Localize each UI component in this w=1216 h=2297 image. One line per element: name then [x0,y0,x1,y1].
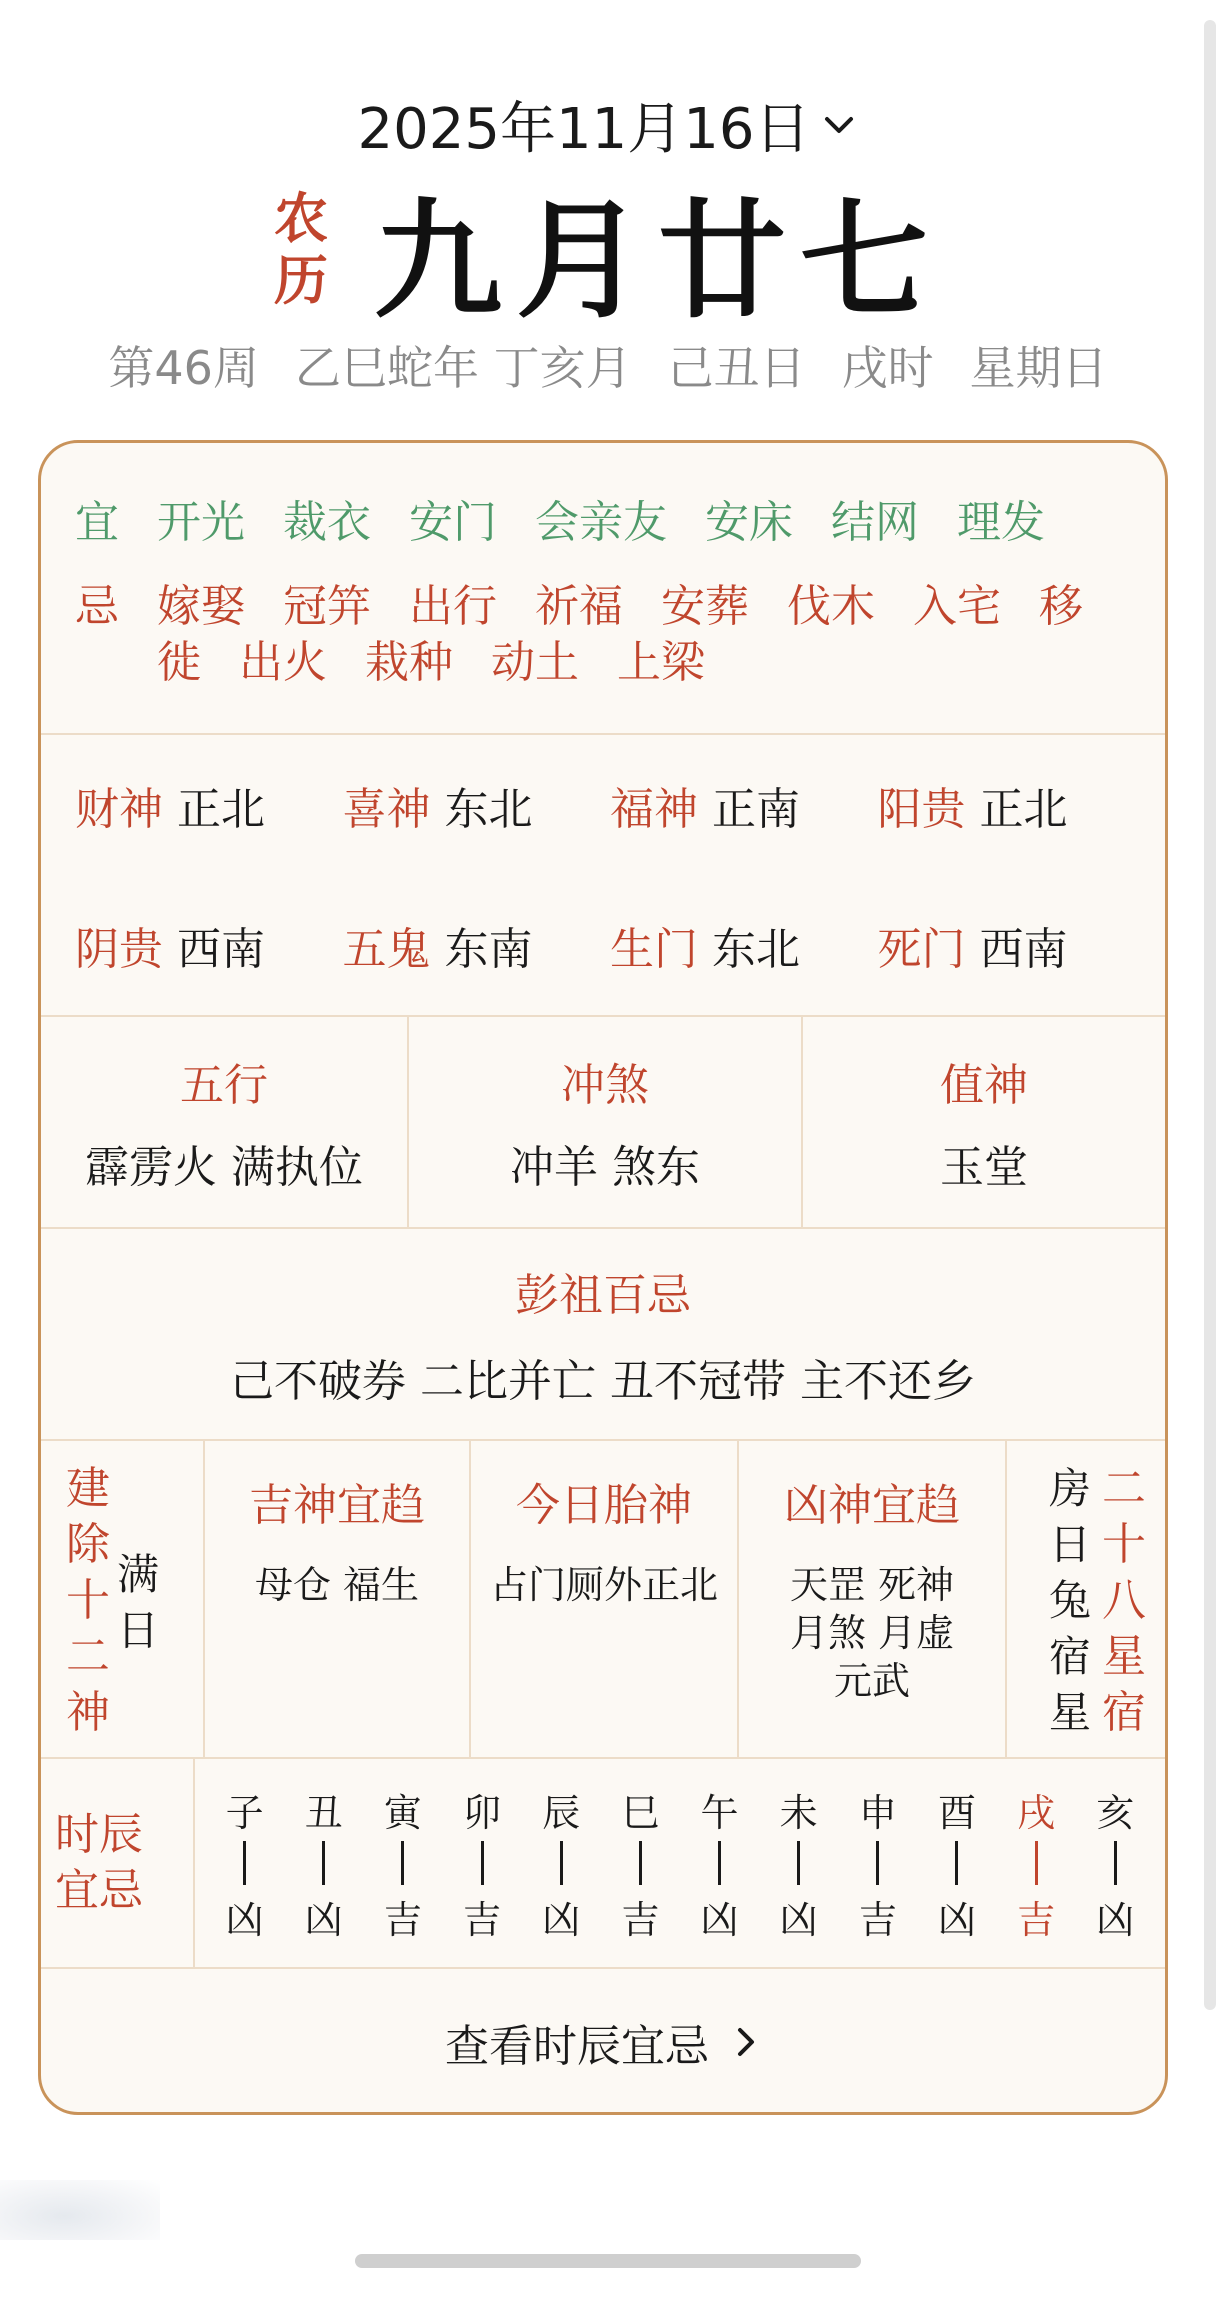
hour-branch: 辰 [542,1791,581,1835]
hour-item [373,1782,433,1944]
hour-luck: 吉 [463,1898,502,1942]
ji-item: 出火 [239,637,327,688]
wuxing-cell [41,1017,409,1227]
hour-branch: 申 [858,1791,897,1835]
xiu-value [1045,1461,1095,1757]
ji-label: 忌 [75,581,119,632]
xiu-value-char: 兔 [1048,1576,1091,1625]
jianchu-title [63,1461,113,1757]
lunar-date: 九月廿七 [373,187,942,336]
xiu-title [1099,1461,1149,1757]
ji-items [157,579,1165,691]
hour-divider [481,1841,484,1885]
ji-item: 栽种 [365,637,453,688]
hour-divider [1114,1841,1117,1885]
jianchu-title-char: 建 [66,1463,110,1514]
hour-divider [322,1841,325,1885]
jianchu-title-char: 二 [66,1631,110,1682]
direction-key: 财神 [75,784,163,835]
direction-item [75,735,343,875]
jianchu-value-char: 日 [116,1606,159,1655]
hour-branch: 丑 [304,1791,343,1835]
jianchu-value [113,1461,163,1757]
yi-item: 安门 [409,497,497,548]
ji-item: 冠笄 [283,581,371,632]
ji-item: 移徙 [157,581,1083,688]
hour-divider [718,1841,721,1885]
hour-branch: 巳 [621,1791,660,1835]
direction-key: 死门 [877,924,966,975]
hour-divider [560,1841,563,1885]
home-indicator[interactable] [355,2254,861,2268]
hour-luck: 凶 [779,1898,818,1942]
hour-divider [243,1841,246,1885]
xiu-value-char: 房 [1048,1464,1091,1513]
ganzhi-hour: 戌时 [841,341,934,395]
direction-key: 福神 [610,784,698,835]
yi-item: 会亲友 [535,497,667,548]
hour-branch: 午 [700,1791,739,1835]
xiu-title-char: 十 [1102,1519,1146,1570]
zhishen-cell [803,1017,1165,1227]
hour-item [452,1782,512,1944]
chongsha-cell [409,1017,803,1227]
ji-item: 祈福 [535,581,623,632]
hour-luck: 吉 [621,1898,660,1942]
direction-key: 五鬼 [342,924,431,975]
hour-luck: 凶 [1096,1898,1135,1942]
hour-item [215,1782,275,1944]
hour-divider [401,1841,404,1885]
week-number: 第46周 [108,341,259,395]
taishen-cell [471,1441,739,1757]
decorative-mist [0,2180,160,2240]
ji-item: 嫁娶 [157,581,245,632]
direction-item [343,735,611,875]
yi-label: 宜 [75,497,119,548]
direction-value: 东北 [712,924,800,975]
pengzu-value: 己不破券 二比并亡 丑不冠带 主不还乡 [230,1356,976,1407]
jishen-cell [205,1441,471,1757]
hour-divider [797,1841,800,1885]
ganzhi-year-month: 乙巳蛇年 丁亥月 [294,341,632,395]
yi-ji-section [41,443,1165,735]
direction-value: 西南 [979,924,1068,975]
ji-item: 安葬 [661,581,749,632]
yi-item: 结网 [831,497,919,548]
hour-item [848,1782,908,1944]
yi-items [157,495,1165,551]
direction-value: 西南 [177,924,265,975]
ganzhi-day: 己丑日 [667,341,806,395]
xiongshen-value: 天罡 死神 [789,1563,955,1607]
xiu-title-char: 八 [1102,1575,1146,1626]
lunar-tag [274,188,328,312]
xiongshen-value: 月煞 月虚 [789,1611,955,1655]
xiu-title-char: 二 [1102,1463,1146,1514]
chongsha-value: 冲羊 煞东 [510,1142,700,1193]
directions-section [41,735,1165,1017]
direction-item [75,875,343,1015]
direction-value: 正北 [177,784,265,835]
zhishen-title: 值神 [940,1060,1028,1111]
hour-branch: 戌 [1017,1791,1056,1835]
wuxing-chongsha-zhishen [41,1017,1165,1229]
direction-item [878,875,1146,1015]
hour-luck: 凶 [937,1898,976,1942]
hour-item [927,1782,987,1944]
jianchu-value-char: 满 [116,1550,159,1599]
yi-item: 裁衣 [283,497,371,548]
direction-item [343,875,611,1015]
direction-key: 喜神 [342,784,431,835]
xiongshen-cell [739,1441,1007,1757]
hour-branch: 寅 [383,1791,422,1835]
hour-item [531,1782,591,1944]
xiu-value-char: 日 [1048,1520,1091,1569]
hour-item [1006,1782,1066,1944]
hour-luck: 吉 [1017,1898,1056,1942]
chevron-down-icon [819,105,859,145]
chongsha-title: 冲煞 [561,1060,649,1111]
direction-value: 东南 [444,924,533,975]
direction-key: 生门 [610,924,698,975]
hour-branch: 酉 [937,1791,976,1835]
hours-label-line: 时辰 [55,1809,143,1860]
ji-item: 上梁 [617,637,705,688]
wuxing-title: 五行 [180,1060,268,1111]
ji-item: 入宅 [913,581,1001,632]
hour-divider [955,1841,958,1885]
hour-divider [876,1841,879,1885]
zhishen-value: 玉堂 [940,1142,1028,1193]
xiu-title-char: 宿 [1102,1687,1146,1738]
jianchu-title-char: 十 [66,1575,110,1626]
jianchu-cell [41,1441,205,1757]
yi-item: 安床 [705,497,793,548]
direction-key: 阴贵 [75,924,163,975]
view-hours-button[interactable] [41,1969,1165,2115]
pengzu-title: 彭祖百忌 [515,1270,691,1321]
hours-label-line: 宜忌 [55,1865,143,1916]
hour-luck: 吉 [858,1898,897,1942]
direction-value: 正南 [712,784,800,835]
hour-branch: 未 [779,1791,818,1835]
gods-section [41,1441,1165,1759]
hour-branch: 卯 [463,1791,502,1835]
hour-item [610,1782,670,1944]
xiu-cell [1007,1441,1165,1757]
hour-item [690,1782,750,1944]
jianchu-title-char: 神 [66,1687,110,1738]
lunar-tag-char: 农 [273,187,328,250]
yi-item: 开光 [157,497,245,548]
hours-section [41,1759,1165,1969]
direction-item [878,735,1146,875]
wuxing-value: 霹雳火 满执位 [85,1142,363,1193]
hour-divider [639,1841,642,1885]
view-hours-label: 查看时辰宜忌 [445,2021,709,2072]
weekday: 星期日 [969,341,1108,395]
hour-luck: 凶 [304,1898,343,1942]
jianchu-title-char: 除 [66,1519,110,1570]
hour-item [769,1782,829,1944]
direction-item [610,735,878,875]
hour-item [1085,1782,1145,1944]
xiongshen-title: 凶神宜趋 [784,1480,960,1531]
hour-divider [1035,1841,1038,1885]
chevron-right-icon [731,2022,761,2062]
lunar-date-row [0,175,1216,336]
xiu-value-char: 星 [1048,1688,1091,1737]
jishen-value: 母仓 福生 [254,1563,420,1607]
hour-branch: 亥 [1096,1791,1135,1835]
hour-luck: 吉 [383,1898,422,1942]
direction-value: 正北 [979,784,1068,835]
direction-item [610,875,878,1015]
ji-item: 动土 [491,637,579,688]
date-subinfo [0,335,1216,395]
date-picker[interactable] [0,90,1216,160]
jishen-title: 吉神宜趋 [249,1480,425,1531]
xiu-value-char: 宿 [1048,1632,1091,1681]
hour-branch: 子 [225,1791,264,1835]
date-text: 2025年11月16日 [357,97,811,162]
lunar-tag-char: 历 [273,249,328,312]
yi-item: 理发 [957,497,1045,548]
direction-key: 阳贵 [877,784,966,835]
hour-luck: 凶 [225,1898,264,1942]
hours-grid [195,1759,1165,1967]
xiu-title-char: 星 [1102,1631,1146,1682]
pengzu-section [41,1229,1165,1441]
xiongshen-value: 元武 [833,1659,910,1703]
taishen-title: 今日胎神 [516,1480,692,1531]
hour-luck: 凶 [700,1898,739,1942]
hour-item [294,1782,354,1944]
hours-label [41,1759,195,1967]
ji-item: 出行 [409,581,497,632]
direction-value: 东北 [444,784,533,835]
hour-luck: 凶 [542,1898,581,1942]
almanac-card [38,440,1168,2115]
taishen-value: 占门厕外正北 [489,1563,718,1607]
ji-item: 伐木 [787,581,875,632]
